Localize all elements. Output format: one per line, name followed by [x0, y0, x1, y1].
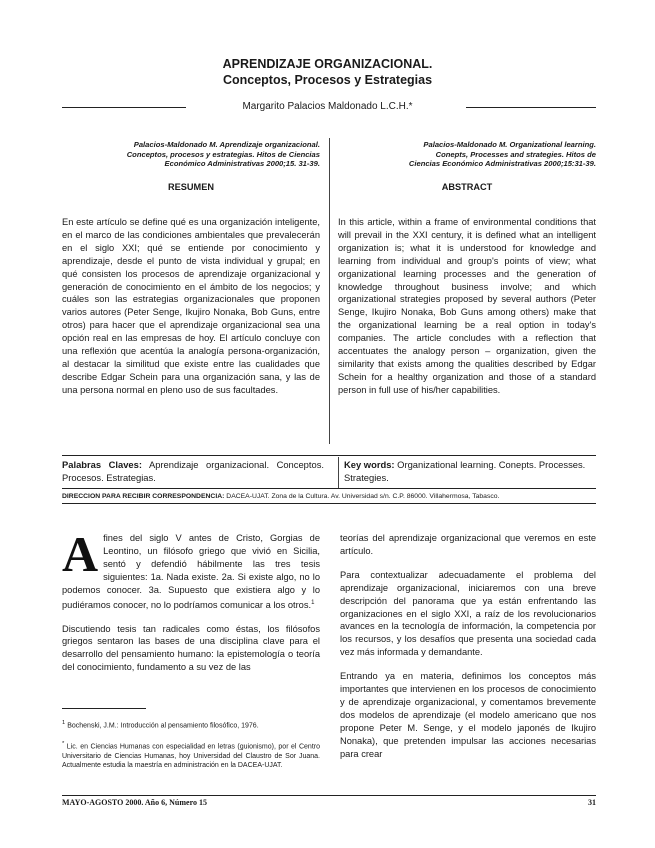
- citation-line: Económico Administrativas 2000;15. 31-39.: [164, 159, 320, 169]
- citation-line: Conepts, Processes and strategies. Hitos de: [435, 149, 596, 159]
- abstract-heading: ABSTRACT: [441, 182, 493, 192]
- keywords-top-rule: [62, 455, 596, 456]
- footer-issue: MAYO-AGOSTO 2000. Año 6, Número 15: [62, 798, 207, 807]
- body-right-column: [340, 532, 596, 772]
- citation-spanish: [62, 140, 320, 169]
- footnote-mark: 1: [62, 720, 66, 726]
- citation-english: [338, 140, 596, 169]
- footer-rule: [62, 795, 596, 796]
- intro-paragraph: [62, 526, 320, 612]
- citation-line: Conceptos, procesos y estrategias. Hitos de Ciencias: [126, 149, 320, 159]
- footnote-rule: [62, 708, 146, 709]
- keywords-spanish: [62, 459, 324, 484]
- title-line-2: Conceptos, Procesos y Estrategias: [222, 73, 433, 87]
- address-label: DIRECCION PARA RECIBIR CORRESPONDENCIA:: [62, 493, 225, 500]
- footnote-text: Bochenski, J.M.: Introducción al pensamiento filosófico, 1976.: [67, 722, 259, 730]
- address-rule: [62, 503, 596, 504]
- footnote-ref: 1: [311, 599, 315, 606]
- footnote-text: Lic. en Ciencias Humanas con especialidad en letras (guionismo), por el Centro Universitario de Ciencias Humanas, hoy Universidad del Claustro de Sor Juana. Actualmente estudia la maestría en administración en la DACEA-UJAT.: [62, 743, 320, 769]
- paragraph: teorías del aprendizaje organizacional que veremos en este artículo.: [340, 533, 596, 556]
- keywords-divider: [338, 457, 339, 488]
- citation-line: Palacios-Maldonado M. Organizational learning.: [423, 140, 596, 149]
- abstract-text: In this article, within a frame of environmental conditions that will prevail in the XXI century, it is defined what an intelligent organization is; what it is understood for knowledge and learning from individual and group's points of view; what organizational learning processes and the generation of knowledge throughout business involve; and which organizational strategies proposed by several authors (Peter Senge, Ikujiro Nonaka, Bob Guns among others) make that the organizational learning be a real option in today's companies. The article concludes with a reflection that accentuates the analogy person – organization, given the similarity that exists among the qualities described by Edgar Schein for a healthy organization and those of a standard person in full use of his/her capabilities.: [338, 217, 596, 395]
- keywords-label-en: Key words:: [344, 459, 395, 470]
- footnote-author: [62, 740, 320, 770]
- keywords-label-es: Palabras Claves:: [62, 459, 142, 470]
- page-number: 31: [588, 798, 596, 807]
- paragraph: Discutiendo tesis tan radicales como éstas, los filósofos griegos sentaron las bases de una disciplina clave para el desarrollo del pensamiento humano: la epistemología o teoría del conocimiento, fundamento a su vez de las: [62, 623, 320, 673]
- body-left-column: [62, 526, 320, 685]
- citation-line: Ciencias Económico Administrativas 2000;15:31-39.: [408, 159, 596, 169]
- author-name: Margarito Palacios Maldonado L.C.H.*: [242, 101, 413, 112]
- resumen-heading: RESUMEN: [168, 182, 214, 192]
- paragraph: Para contextualizar adecuadamente el problema del aprendizaje organizacional, iniciaremos con una breve descripción del panorama que ya están enfrentando las organizaciones en el siglo XXI, a raíz de los revolucionarios avances en la tecnología de información, la competencia por los recursos, y los desafíos que presenta una sociedad cada vez más informada y demandante.: [340, 569, 596, 658]
- article-title: [0, 56, 655, 88]
- keywords-text-en: Organizational learning. Conepts. Processes. Strategies.: [344, 459, 586, 483]
- intro-text: fines del siglo V antes de Cristo, Gorgias de Leontino, un filósofo griego que vivió en Sicilia, sentó y defendió hábilmente las tres tesis siguientes: 1a. Nada existe. 2a. Si existe algo, no lo podemos conocer. 3a. Supuesto que existiera algo y lo pudiéramos conocer, no lo podríamos comunicar a los otros.: [62, 533, 320, 610]
- footnote-mark: *: [62, 741, 65, 747]
- keywords-bottom-rule: [62, 488, 596, 489]
- address-text: DACEA-UJAT. Zona de la Cultura. Av. Universidad s/n. C.P. 86000. Villahermosa, Tabasco.: [226, 493, 500, 500]
- abstract-column-divider: [329, 138, 330, 444]
- author-rule-right: [466, 107, 596, 108]
- paragraph: Entrando ya en materia, definimos los conceptos más importantes que intervienen en los procesos de conocimiento y de aprendizaje organizacional, y comentamos brevemente dos modelos de aprendizaje (el modelo americano que nos propone Peter M. Senge, y el modelo japonés de Ikujiro Nonaka), que pretenden impulsar las acciones necesarias para crear: [340, 671, 596, 759]
- correspondence-address: [62, 493, 602, 500]
- keywords-text-es: Aprendizaje organizacional. Conceptos. Procesos. Estrategias.: [62, 459, 324, 483]
- footnote-1: [62, 719, 320, 731]
- title-line-1: APRENDIZAJE ORGANIZACIONAL.: [222, 57, 433, 71]
- drop-cap: A: [62, 526, 99, 582]
- keywords-english: [344, 459, 596, 484]
- citation-line: Palacios-Maldonado M. Aprendizaje organizacional.: [133, 140, 320, 149]
- resumen-text: En este artículo se define qué es una organización inteligente, en el marco de las condiciones ambientales que prevalecerán en el siglo XXI; qué se entiende por conocimiento y aprendizaje, desde el punto de vista individual y grupal; en qué consisten los procesos de aprendizaje organizacional y generación de conocimiento en el ámbito de los negocios; y cuáles son las estrategias organizacionales que proponen varios autores (Peter Senge, Ikujiro Nonaka, Bob Guns, entre otros) para hacer que el aprendizaje organizacional sea una opción real en las empresas de hoy. El artículo concluye con una reflexión que acentúa la analogía persona-organización, al destacar la similitud que existe entre las cualidades que describe Edgar Schein para una organización sana, y las de una persona normal en pleno uso de sus facultades.: [62, 217, 320, 395]
